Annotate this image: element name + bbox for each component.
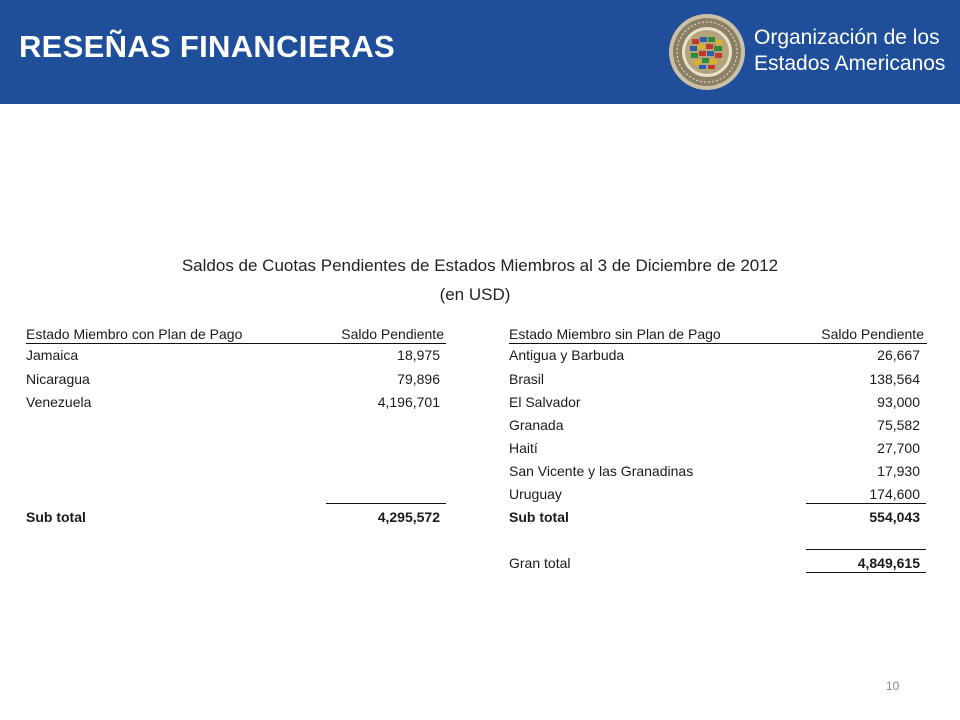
left-subtotal-value: 4,295,572 [377,509,440,525]
right-row-name: Haití [509,440,538,456]
grand-total-bottom-rule [806,572,926,573]
right-row-name: Granada [509,417,564,433]
right-subtotal-value: 554,043 [869,509,920,525]
right-row-value: 75,582 [877,417,920,433]
right-row-name: Brasil [509,371,545,387]
right-row-name: El Salvador [509,394,581,410]
right-row-value: 26,667 [877,347,920,363]
left-subtotal-rule [326,503,446,504]
left-row-name: Nicaragua [26,371,90,387]
left-header-rule [26,343,446,344]
right-row-value: 174,600 [869,486,920,502]
right-row-name: San Vicente y las Granadinas [509,463,694,479]
left-row-value: 18,975 [397,347,440,363]
right-col-header-balance: Saldo Pendiente [821,326,924,342]
left-col-header-balance: Saldo Pendiente [341,326,444,342]
grand-total-value: 4,849,615 [857,555,920,571]
grand-total-top-rule [806,549,926,550]
right-row-value: 93,000 [877,394,920,410]
right-row-value: 17,930 [877,463,920,479]
left-subtotal-label: Sub total [26,509,86,525]
right-row-name: Antigua y Barbuda [509,347,625,363]
org-name-line1: Organización de los [754,26,940,49]
right-row-value: 27,700 [877,440,920,456]
left-row-name: Jamaica [26,347,79,363]
organization-name [754,25,945,77]
right-header-rule [509,343,927,344]
page-title: RESEÑAS FINANCIERAS [19,29,396,64]
left-row-value: 4,196,701 [377,394,440,410]
table-title: Saldos de Cuotas Pendientes de Estados Miembros al 3 de Diciembre de 2012 [181,256,779,275]
left-row-name: Venezuela [26,394,92,410]
header-banner [0,0,960,104]
right-row-value: 138,564 [869,371,920,387]
grand-total-label: Gran total [509,555,571,571]
org-name-line2: Estados Americanos [754,52,946,75]
right-row-name: Uruguay [509,486,562,502]
right-subtotal-rule [806,503,926,504]
oas-seal-icon [668,13,746,91]
left-col-header-member: Estado Miembro con Plan de Pago [26,326,243,342]
table-subtitle: (en USD) [439,285,511,304]
left-row-value: 79,896 [397,371,440,387]
page-number: 10 [886,679,900,693]
right-col-header-member: Estado Miembro sin Plan de Pago [509,326,721,342]
right-subtotal-label: Sub total [509,509,569,525]
